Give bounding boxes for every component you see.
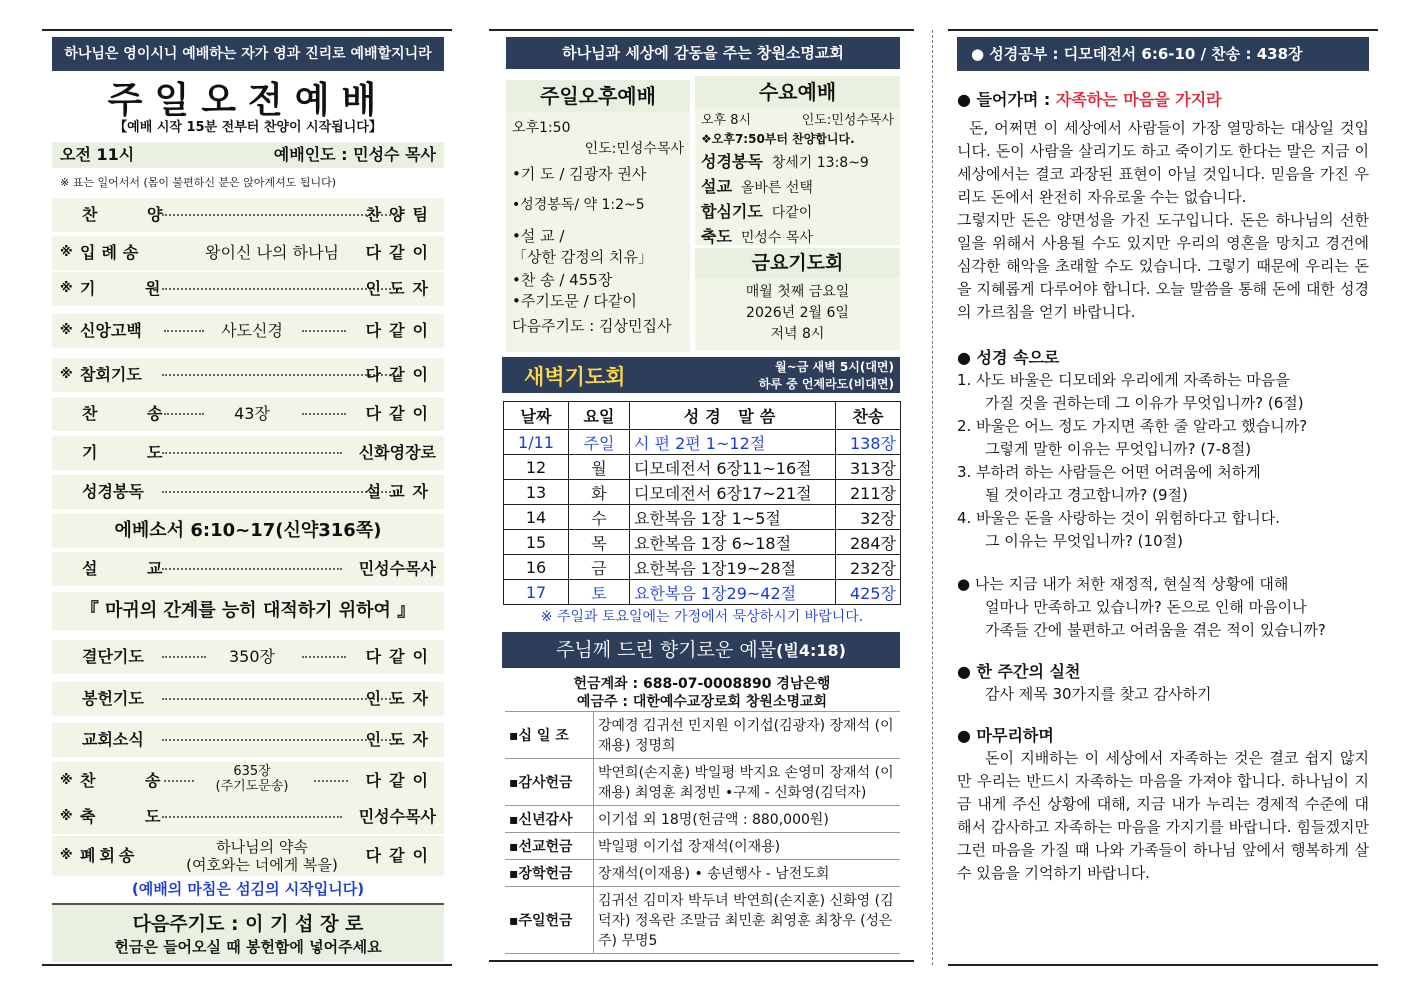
dot-leader <box>164 780 194 782</box>
order-performer: 다같이 <box>365 647 436 666</box>
dawn-schedule-table <box>503 401 901 605</box>
order-performer: 신화영장로 <box>358 443 436 462</box>
left-banner: 하나님은 영이시니 예배하는 자가 영과 진리로 예배할지니라 <box>52 37 444 71</box>
dawn-title: 새벽기도회 <box>524 365 626 389</box>
order-label: 결단기도 <box>82 647 144 666</box>
col-header-date: 날짜 <box>504 402 569 430</box>
schedule-date: 14 <box>504 505 569 530</box>
order-detail <box>162 838 362 874</box>
afternoon-next: 다음주기도 : 김상민집사 <box>512 317 672 335</box>
order-row <box>52 272 444 306</box>
bottom-rule-middle <box>489 960 914 962</box>
dot-leader <box>302 656 346 658</box>
order-row <box>52 236 444 270</box>
schedule-day: 주일 <box>569 430 630 455</box>
order-label: 봉헌기도 <box>82 689 144 708</box>
scripture-reference: 에베소서 6:10~17(신약316쪽) <box>52 514 444 548</box>
order-row <box>52 836 444 876</box>
schedule-day: 화 <box>569 480 630 505</box>
order-detail: 43장 <box>234 404 270 423</box>
schedule-date: 15 <box>504 530 569 555</box>
service-time: 오전 11시 <box>60 145 135 164</box>
dot-leader <box>162 816 342 818</box>
table-row <box>504 430 901 455</box>
order-label: 폐회송 <box>80 846 139 865</box>
order-row <box>52 723 444 757</box>
question-text-cont: 될 것이라고 경고합니까? (9절) <box>985 486 1188 504</box>
offering-row <box>505 860 900 887</box>
stand-mark: ※ <box>60 848 73 863</box>
schedule-hymn: 425장 <box>836 580 901 605</box>
friday-line1: 매월 첫째 금요일 <box>745 284 850 300</box>
question-text-cont: 그렇게 말한 이유는 무엇입니까? (7-8절) <box>985 440 1252 458</box>
order-label: 성경봉독 <box>82 482 144 501</box>
schedule-hymn: 313장 <box>836 455 901 480</box>
friday-prayer-box <box>695 248 900 350</box>
question-text-cont: 그 이유는 무엇입니까? (10절) <box>985 532 1183 550</box>
schedule-date: 13 <box>504 480 569 505</box>
wednesday-bless: 민성수 목사 <box>740 230 813 246</box>
schedule-date: 17 <box>504 580 569 605</box>
intro-label: ● 들어가며 : <box>957 90 1056 109</box>
question-list <box>957 369 1369 553</box>
afternoon-title: 주일오후예배 <box>506 80 690 112</box>
schedule-day: 월 <box>569 455 630 480</box>
order-performer: 다같이 <box>365 846 436 865</box>
question-item <box>957 461 1369 507</box>
friday-title: 금요기도회 <box>695 248 900 278</box>
order-label: 축 도 <box>80 807 183 826</box>
service-title: 주일오전예배 <box>107 80 389 121</box>
wednesday-time-row <box>701 112 894 130</box>
schedule-scripture: 요한복음 1장 1~5절 <box>630 505 836 530</box>
order-row <box>52 358 444 392</box>
offering-names: 장재석(이재용) • 송년행사 - 남전도회 <box>594 860 901 887</box>
schedule-hymn: 138장 <box>836 430 901 455</box>
wednesday-sermon: 올바른 선택 <box>740 180 813 196</box>
offering-names: 박일평 이기섭 장재석(이재용) <box>594 833 901 860</box>
intro-paragraph: 돈, 어쩌면 이 세상에서 사람들이 가장 열망하는 대상일 것입니다. 돈이 사람을 살리기도 하고 죽이기도 한다는 말은 지금 이 세상에서는 결코 과장된 표현이 아닐 것입니다. 믿음을 가진 우리도 돈에서 완전히 자유로울 수는 없습니다. <box>957 119 1369 206</box>
order-detail-sub: (여호와는 너에게 복을) <box>186 856 338 874</box>
order-performer: 다같이 <box>365 365 436 384</box>
order-row <box>52 397 444 431</box>
schedule-hymn: 284장 <box>836 530 901 555</box>
order-label: 찬 양 <box>82 205 185 224</box>
closing-note: (예배의 마침은 섬김의 시작입니다) <box>131 880 365 898</box>
afternoon-reading: •성경봉독/ 약 1:2~5 <box>512 197 645 213</box>
top-rule-right <box>948 29 1378 31</box>
question-item <box>957 507 1369 553</box>
dot-leader <box>164 413 204 415</box>
closing-heading: ● 마무리하며 <box>957 726 1054 745</box>
reflection <box>957 573 1369 642</box>
table-row <box>504 480 901 505</box>
wednesday-bless-label: 축도 <box>701 227 732 246</box>
offering-holder: 예금주 : 대한예수교장로회 창원소명교회 <box>576 694 828 710</box>
offering-category: ▪감사헌금 <box>505 759 594 806</box>
afternoon-leader: 인도:민성수목사 <box>584 141 684 157</box>
practice-heading: ● 한 주간의 실천 <box>957 662 1081 681</box>
wednesday-title: 수요예배 <box>695 76 900 108</box>
dawn-sub1: 월~금 새벽 5시(대면) <box>775 360 894 374</box>
stand-mark: ※ <box>60 281 73 296</box>
intro-title: 자족하는 마음을 가지라 <box>1055 90 1222 109</box>
offering-category: ▪주일헌금 <box>505 887 594 954</box>
afternoon-body <box>506 112 690 352</box>
study-content <box>957 88 1369 885</box>
offering-category: ▪신년감사 <box>505 806 594 833</box>
offering-row <box>505 833 900 860</box>
order-performer: 인도자 <box>365 730 436 749</box>
order-detail <box>192 764 312 794</box>
schedule-date: 1/11 <box>504 430 569 455</box>
order-detail-sub: (주기도문송) <box>215 779 289 794</box>
order-performer: 다같이 <box>365 321 436 340</box>
order-performer: 인도자 <box>365 689 436 708</box>
reflection-line3: 가족들 간에 불편하고 어려움을 겪은 적이 있습니까? <box>985 621 1326 639</box>
top-rule-left <box>42 29 452 31</box>
stand-mark: ※ <box>60 367 73 382</box>
reflection-line1: ● 나는 지금 내가 처한 재정적, 현실적 상황에 대해 <box>957 575 1289 593</box>
next-prayer: 다음주기도 : 이 기 섭 장 로 <box>132 913 364 935</box>
dawn-sub2: 하루 중 언제라도(비대면) <box>758 377 894 391</box>
offering-table <box>505 711 900 954</box>
order-row <box>52 198 444 232</box>
order-performer: 민성수목사 <box>358 807 436 826</box>
order-detail-main: 635장 <box>233 764 271 779</box>
service-time-row <box>52 142 444 168</box>
closing-paragraph: 돈이 지배하는 이 세상에서 자족하는 것은 결코 쉽지 않지만 우리는 반드시 자족하는 마음을 가져야 합니다. 하나님이 지금 내게 주신 상황에 대해, 지금 내가 누리는 경제적 수준에 대해서 감사하고 자족하는 마음을 가지기를 바랍니다. 힘들겠지만 그런 마음을 가질 때 나와 가족들이 하나님 앞에서 행복하게 살 수 있음을 기억하기 바랍니다. <box>957 749 1369 882</box>
practice-text: 감사 제목 30가지를 찾고 감사하기 <box>985 685 1212 703</box>
order-row <box>52 640 444 674</box>
order-performer: 설교자 <box>365 482 436 501</box>
schedule-day: 토 <box>569 580 630 605</box>
dawn-note: ※ 주일과 토요일에는 가정에서 묵상하시기 바랍니다. <box>540 609 864 625</box>
offering-row <box>505 887 900 954</box>
question-text: 4. 바울은 돈을 사랑하는 것이 위험하다고 합니다. <box>957 509 1280 527</box>
schedule-scripture: 시 편 2편 1~12절 <box>630 430 836 455</box>
order-performer: 찬양팀 <box>365 205 436 224</box>
column-divider <box>932 30 934 965</box>
offering-row <box>505 712 900 759</box>
dawn-prayer-header <box>502 357 900 393</box>
offering-header <box>502 632 900 668</box>
offering-ref: (빌4:18) <box>776 641 846 660</box>
offering-title: 주님께 드린 향기로운 예물 <box>556 639 777 661</box>
next-prayer-box <box>52 903 444 962</box>
afternoon-service-box <box>506 80 690 350</box>
schedule-hymn: 232장 <box>836 555 901 580</box>
order-label: 참회기도 <box>80 365 142 384</box>
order-label: 찬 송 <box>80 771 183 790</box>
order-performer: 인도자 <box>365 279 436 298</box>
order-row <box>52 314 444 348</box>
dot-leader <box>162 568 342 570</box>
dot-leader <box>302 330 346 332</box>
schedule-scripture: 디모데전서 6장17~21절 <box>630 480 836 505</box>
afternoon-time: 오후1:50 <box>512 120 571 136</box>
wednesday-service-box <box>695 76 900 247</box>
offering-category: ▪장학헌금 <box>505 860 594 887</box>
middle-banner: 하나님과 세상에 감동을 주는 창원소명교회 <box>506 37 900 69</box>
wednesday-leader: 인도:민성수목사 <box>801 113 894 128</box>
afternoon-lords-prayer: •주기도문 / 다같이 <box>512 292 637 310</box>
wednesday-body <box>695 108 900 245</box>
bottom-rule-right <box>948 964 1378 966</box>
order-row <box>52 682 444 716</box>
reflection-line2: 얼마나 만족하고 있습니까? 돈으로 인해 마음이나 <box>985 598 1307 616</box>
study-banner: ● 성경공부 : 디모데전서 6:6-10 / 찬송 : 438장 <box>957 37 1369 71</box>
friday-body <box>695 278 900 350</box>
schedule-day: 목 <box>569 530 630 555</box>
offering-names: 김귀선 김미자 박두녀 박연희(손지훈) 신화영 (김덕자) 정옥란 조말금 최민훈 최영훈 최창우 (성은주) 무명5 <box>594 887 901 954</box>
schedule-scripture: 요한복음 1장19~28절 <box>630 555 836 580</box>
standing-note: ※ 표는 일어서서 (몸이 불편하신 분은 앉아계셔도 됩니다) <box>60 176 337 189</box>
intro-paragraph-2: 그렇지만 돈은 양면성을 가진 도구입니다. 돈은 하나님의 선한 일을 위해서 사용될 수도 있지만 우리의 영혼을 망치고 경건에 심각한 해악을 초래할 수도 있습니다. 그렇기 때문에 우리는 돈을 지혜롭게 다루어야 합니다. 오늘 말씀을 통해 돈에 대한 성경의 가르침을 얻기 바랍니다. <box>957 211 1369 321</box>
friday-line2: 2026년 2월 6일 <box>746 305 849 321</box>
schedule-scripture: 요한복음 1장 6~18절 <box>630 530 836 555</box>
question-item <box>957 415 1369 461</box>
question-text: 3. 부하려 하는 사람들은 어떤 어려움에 처하게 <box>957 463 1261 481</box>
wednesday-prayer: 다같이 <box>771 205 813 221</box>
afternoon-hymn: •찬 송 / 455장 <box>512 271 613 289</box>
order-row <box>52 475 444 509</box>
afternoon-prayer: •기 도 / 김광자 권사 <box>512 165 647 183</box>
order-row <box>52 436 444 470</box>
offering-account: 헌금계좌 : 688-07-0008890 경남은행 <box>573 676 831 692</box>
offering-category: ▪선교헌금 <box>505 833 594 860</box>
question-text: 1. 사도 바울은 디모데와 우리에게 자족하는 마음을 <box>957 371 1290 389</box>
intro-heading <box>957 88 1369 111</box>
stand-mark: ※ <box>60 809 73 824</box>
order-detail: 350장 <box>229 647 275 666</box>
dot-leader <box>302 413 346 415</box>
offering-note: 헌금은 들어오실 때 봉헌함에 넣어주세요 <box>114 938 382 956</box>
sermon-title: 『 마귀의 간계를 능히 대적하기 위하여 』 <box>52 592 444 630</box>
order-detail: 사도신경 <box>221 321 283 340</box>
dot-leader <box>162 656 206 658</box>
praise-notice: 【예배 시작 15분 전부터 찬양이 시작됩니다】 <box>114 120 382 135</box>
schedule-scripture: 요한복음 1장29~42절 <box>630 580 836 605</box>
order-label: 설 교 <box>82 559 185 578</box>
order-label: 기 도 <box>82 443 185 462</box>
question-item <box>957 369 1369 415</box>
bible-heading: ● 성경 속으로 <box>957 348 1060 367</box>
afternoon-sermon-title: 「상한 감정의 치유」 <box>512 248 653 266</box>
schedule-hymn: 211장 <box>836 480 901 505</box>
col-header-day: 요일 <box>569 402 630 430</box>
dot-leader <box>164 330 204 332</box>
bottom-rule-left <box>42 964 452 966</box>
wednesday-prayer-label: 합심기도 <box>701 202 763 221</box>
table-row <box>504 580 901 605</box>
stand-mark: ※ <box>60 323 73 338</box>
order-detail-main: 하나님의 약속 <box>216 838 308 856</box>
table-row <box>504 530 901 555</box>
order-detail: 왕이신 나의 하나님 <box>205 243 339 262</box>
afternoon-sermon-label: •설 교 / <box>512 227 565 245</box>
offering-names: 박연희(손지훈) 박일평 박지요 손영미 장재석 (이재용) 최영훈 최정빈 •구제 - 신화영(김덕자) <box>594 759 901 806</box>
offering-names: 이기섭 외 18명(헌금액 : 880,000원) <box>594 806 901 833</box>
service-leader: 예배인도 : 민성수 목사 <box>273 145 436 164</box>
offering-row <box>505 806 900 833</box>
stand-mark: ※ <box>60 245 73 260</box>
order-label: 입례송 <box>80 243 145 262</box>
schedule-scripture: 디모데전서 6장11~16절 <box>630 455 836 480</box>
schedule-day: 금 <box>569 555 630 580</box>
offering-row <box>505 759 900 806</box>
schedule-day: 수 <box>569 505 630 530</box>
order-performer: 다같이 <box>365 404 436 423</box>
col-header-text: 성경 말씀 <box>630 402 836 430</box>
table-row <box>504 505 901 530</box>
question-text-cont: 가질 것을 권하는데 그 이유가 무엇입니까? (6절) <box>985 394 1304 412</box>
question-text: 2. 바울은 어느 정도 가지면 족한 줄 알라고 했습니까? <box>957 417 1308 435</box>
offering-category: ▪십 일 조 <box>505 712 594 759</box>
wednesday-reading: 창세기 13:8~9 <box>771 155 869 171</box>
wednesday-time: 오후 8시 <box>701 113 752 128</box>
table-header-row <box>504 402 901 430</box>
order-label: 찬 송 <box>82 404 185 423</box>
col-header-hymn: 찬송 <box>836 402 901 430</box>
wednesday-praise-note: ❖오후7:50부터 찬양합니다. <box>701 132 855 146</box>
table-row <box>504 455 901 480</box>
order-performer: 다같이 <box>365 243 436 262</box>
order-label: 신앙고백 <box>80 321 142 340</box>
order-row <box>52 800 444 834</box>
offering-names: 강예경 김귀선 민지원 이기섭(김광자) 장재석 (이재용) 정명희 <box>594 712 901 759</box>
dot-leader <box>314 780 348 782</box>
order-label: 기 원 <box>80 279 183 298</box>
schedule-date: 12 <box>504 455 569 480</box>
schedule-hymn: 32장 <box>836 505 901 530</box>
wednesday-reading-label: 성경봉독 <box>701 152 763 171</box>
schedule-date: 16 <box>504 555 569 580</box>
friday-line3: 저녁 8시 <box>770 326 825 342</box>
order-performer: 다같이 <box>365 771 436 790</box>
dot-leader <box>162 452 342 454</box>
order-row <box>52 552 444 586</box>
wednesday-sermon-label: 설교 <box>701 177 732 196</box>
order-performer: 민성수목사 <box>358 559 436 578</box>
order-row <box>52 762 444 800</box>
top-rule-middle <box>489 29 914 31</box>
order-label: 교회소식 <box>82 730 144 749</box>
table-row <box>504 555 901 580</box>
wednesday-order <box>701 150 894 250</box>
stand-mark: ※ <box>60 773 73 788</box>
